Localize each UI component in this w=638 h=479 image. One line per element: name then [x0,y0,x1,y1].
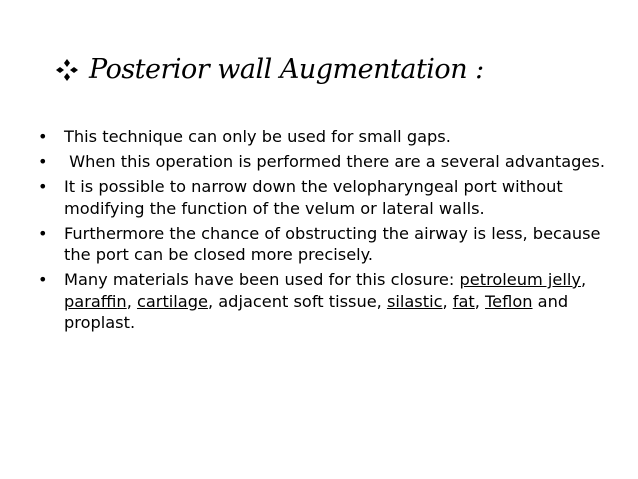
bullet-text: When this operation is performed there are a several advantages. [64,152,605,171]
slide-title [55,52,484,88]
link-teflon[interactable]: Teflon [485,291,533,311]
bullet-dot: • [38,152,48,171]
slide-title-text: Posterior wall Augmentation : [89,54,484,85]
bullet-text: This technique can only be used for small gaps. [64,127,451,146]
link-fat[interactable]: fat [452,291,475,311]
separator: , [126,291,137,311]
separator: , [474,291,486,311]
list-item [38,176,628,219]
diamond-bullet-icon [55,58,79,82]
link-petroleum-jelly[interactable]: petroleum jelly [459,270,581,289]
bullet-text: Furthermore the chance of obstructing the airway is less, because the port can be closed more precisely. [64,223,601,264]
bullet-dot: • [38,177,48,196]
list-item [38,126,628,148]
bullet-dot: • [38,127,48,146]
bullet-text-prefix: Many materials have been used for this closure: [64,270,460,289]
link-cartilage[interactable]: cartilage [136,291,208,311]
list-item [38,151,628,173]
link-silastic[interactable]: silastic [386,291,443,311]
bullet-dot: • [38,223,48,243]
list-item [38,223,628,266]
separator: , adjacent soft tissue, [207,291,387,311]
bullet-list [38,126,628,337]
separator: , [580,270,587,289]
bullet-text: It is possible to narrow down the velopharyngeal port without modifying the function of the velum or lateral walls. [64,177,563,218]
link-paraffin[interactable]: paraffin [64,291,127,311]
bullet-dot: • [38,270,48,289]
separator: and proplast. [64,291,569,332]
list-item [38,269,628,334]
separator: , [442,291,453,311]
